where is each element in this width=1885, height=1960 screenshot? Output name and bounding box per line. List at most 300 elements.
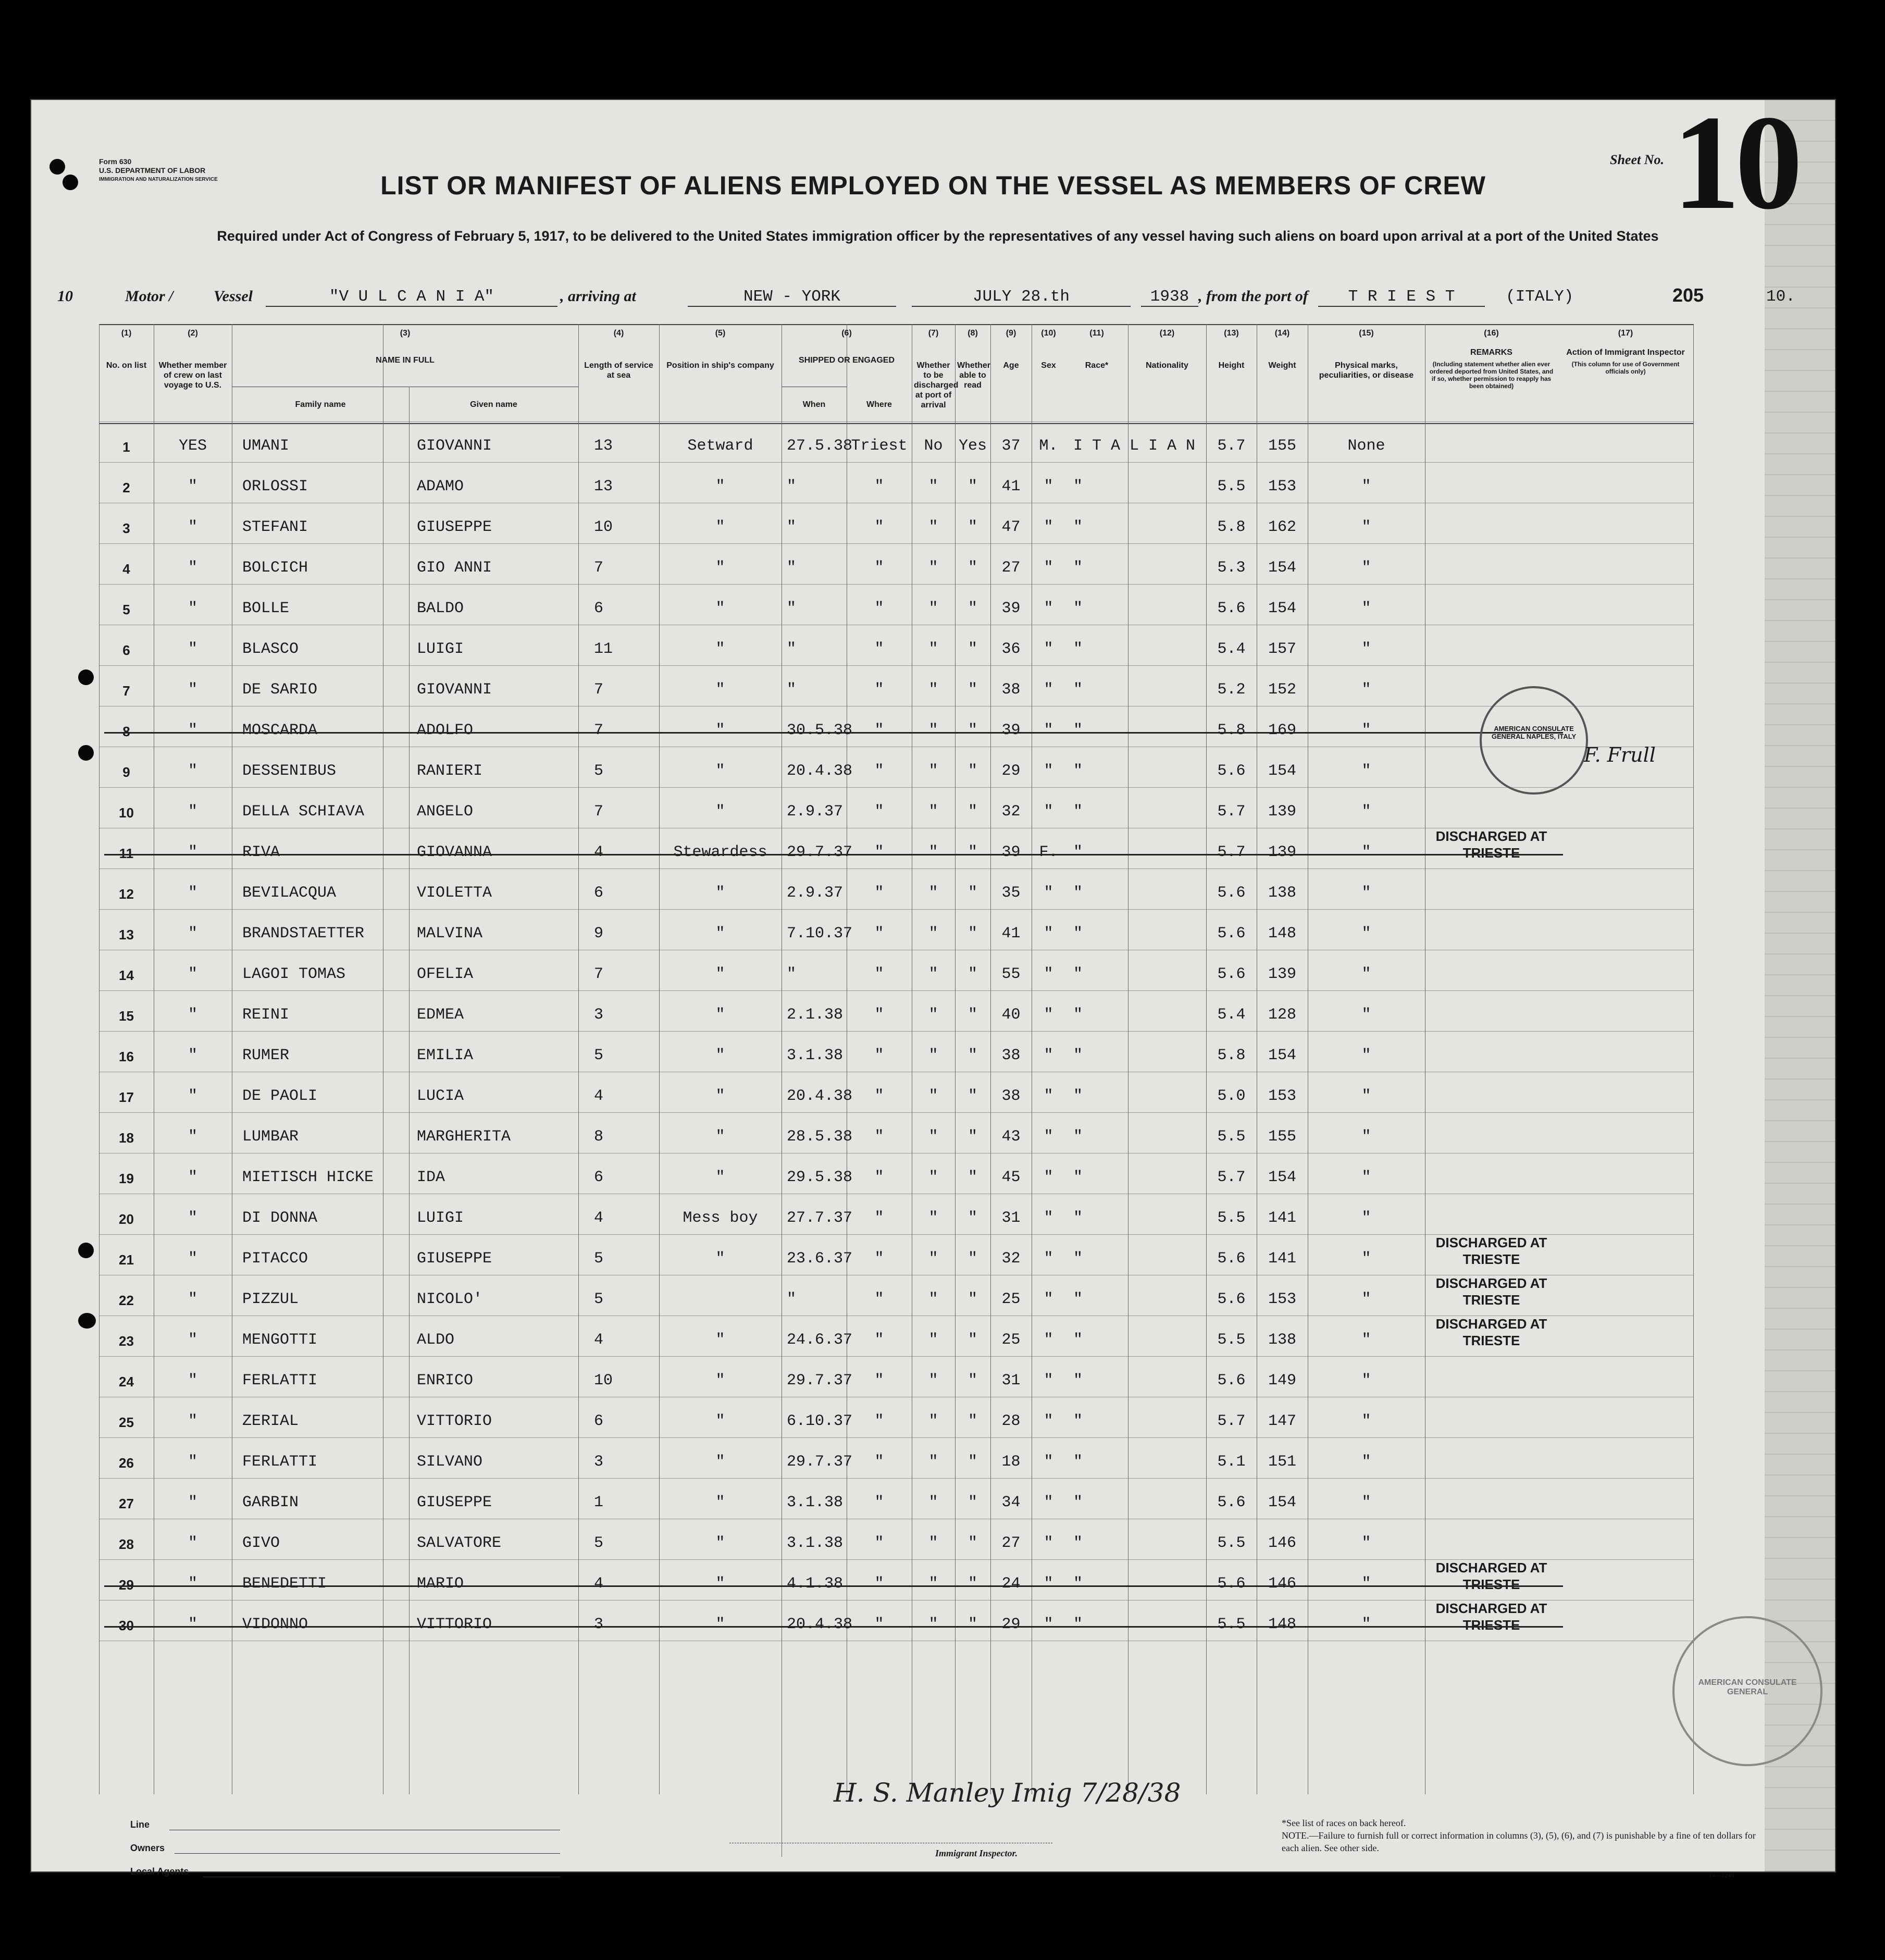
cell-where: " [874,1616,884,1633]
row-divider [99,1031,1693,1032]
cell-height: 5.8 [1217,518,1246,536]
cell-where: " [874,1169,884,1186]
row-divider [99,1437,1693,1438]
cell-marks: " [1361,681,1371,699]
cell-read: " [968,1047,977,1064]
cell-read: " [968,1412,977,1430]
row-number: 18 [119,1130,134,1146]
cell-remarks: DISCHARGED AT TRIESTE [1435,1275,1547,1308]
remarks-note: (Including statement whether alien ever ordered deported from United States, and if so, whether permission to reapply has been obtained) [1429,361,1554,390]
strikethrough-line [104,1585,1563,1587]
cell-marks: " [1361,1006,1371,1024]
cell-marks: None [1347,437,1385,455]
row-number: 27 [119,1496,134,1511]
line-label: Line [130,1819,150,1830]
cell-where: " [874,1534,884,1552]
row-number: 22 [119,1293,134,1308]
cell-race: " [1073,1331,1083,1349]
cell-weight: 155 [1268,437,1296,455]
cell-height: 5.6 [1217,1575,1246,1593]
cell-where: " [874,1494,884,1511]
cell-marks: " [1361,559,1371,577]
cell-race: I T A L I A N [1073,437,1196,455]
cell-where: " [874,559,884,577]
cell-sex: " [1044,722,1053,739]
cell-family: BENEDETTI [242,1575,327,1593]
cell-marks: " [1361,884,1371,902]
cell-marks: " [1361,1534,1371,1552]
cell-family: BOLCICH [242,559,308,577]
cell-discharged: " [928,1047,938,1064]
cell-marks: " [1361,1209,1371,1227]
cell-discharged: " [928,925,938,942]
cell-position: " [715,1494,725,1511]
cell-given: SALVATORE [417,1534,502,1552]
cell-voyage: " [188,1291,197,1308]
column-header-9: Age [1003,361,1019,370]
cell-service: 6 [594,884,604,902]
cell-race: " [1073,884,1083,902]
row-number: 15 [119,1008,134,1024]
cell-sex: " [1044,518,1053,536]
cell-given: IDA [417,1169,445,1186]
binder-hole [78,1313,96,1329]
arrival-year: 1938 [1141,288,1198,307]
cell-when: " [787,518,797,536]
cell-discharged: " [928,1412,938,1430]
cell-given: GIUSEPPE [417,1250,492,1268]
cell-service: 7 [594,803,604,821]
cell-position: " [715,1169,725,1186]
cell-weight: 148 [1268,1616,1296,1633]
owners-label: Owners [130,1843,165,1853]
fine-note: NOTE.—Failure to furnish full or correct information in columns (3), (5), (6), and (7) is punishable by a fine of ten dollars for each alien. See other side. [1282,1830,1756,1853]
cell-weight: 153 [1268,1087,1296,1105]
cell-sex: " [1044,1494,1053,1511]
column-header-10: Sex [1041,361,1056,370]
cell-family: DESSENIBUS [242,762,337,780]
from-country: (ITALY) [1506,288,1574,306]
cell-family: FERLATTI [242,1453,318,1471]
cell-weight: 154 [1268,762,1296,780]
cell-given: MALVINA [417,925,483,942]
cell-sex: M. [1039,437,1058,455]
row-number: 9 [122,764,130,780]
cell-voyage: " [188,559,197,577]
column-number: (4) [613,329,624,338]
cell-when: 28.5.38 [787,1128,853,1146]
cell-height: 5.4 [1217,640,1246,658]
cell-marks: " [1361,925,1371,942]
cell-race: " [1073,843,1083,861]
service-name: IMMIGRATION AND NATURALIZATION SERVICE [99,177,218,182]
cell-position: " [715,1412,725,1430]
cell-race: " [1073,559,1083,577]
row-number: 7 [122,683,130,699]
cell-service: 4 [594,1331,604,1349]
strikethrough-line [104,1626,1563,1628]
races-note: *See list of races on back hereof. [1282,1818,1406,1828]
row-divider [99,421,1693,422]
cell-family: RUMER [242,1047,290,1064]
given-name-header: Given name [470,400,517,409]
cell-weight: 153 [1268,1291,1296,1308]
cell-race: " [1073,1087,1083,1105]
cell-given: VITTORIO [417,1412,492,1430]
strikethrough-line [104,854,1563,855]
cell-weight: 157 [1268,640,1296,658]
cell-service: 3 [594,1616,604,1633]
cell-height: 5.6 [1217,1250,1246,1268]
cell-family: ZERIAL [242,1412,299,1430]
column-header-13: Height [1218,361,1245,370]
cell-read: " [968,1250,977,1268]
cell-where: " [874,518,884,536]
cell-service: 4 [594,1087,604,1105]
cell-voyage: " [188,1453,197,1471]
row-divider [99,462,1693,463]
cell-voyage: " [188,600,197,617]
cell-given: ANGELO [417,803,474,821]
cell-family: REINI [242,1006,290,1024]
cell-given: ENRICO [417,1372,474,1390]
attached-page-edge [1765,100,1835,1871]
column-number: (2) [188,329,198,338]
cell-discharged: " [928,884,938,902]
cell-given: GIUSEPPE [417,1494,492,1511]
cell-marks: " [1361,1087,1371,1105]
cell-voyage: " [188,1087,197,1105]
cell-position: Stewardess [673,843,767,861]
cell-where: " [874,1128,884,1146]
cell-service: 11 [594,640,613,658]
cell-discharged: " [928,722,938,739]
cell-weight: 169 [1268,722,1296,739]
cell-when: 29.5.38 [787,1169,853,1186]
cell-race: " [1073,722,1083,739]
row-number: 12 [119,886,134,902]
cell-voyage: " [188,1494,197,1511]
cell-discharged: " [928,1250,938,1268]
cell-discharged: No [924,437,943,455]
column-number: (13) [1224,329,1239,338]
column-header-12: Nationality [1146,361,1188,370]
cell-service: 9 [594,925,604,942]
cell-service: 10 [594,1372,613,1390]
column-divider [578,324,579,1794]
cell-where: " [874,600,884,617]
cell-discharged: " [928,803,938,821]
cell-marks: " [1361,1169,1371,1186]
cell-read: " [968,1291,977,1308]
cell-where: " [874,1047,884,1064]
cell-sex: " [1044,1250,1053,1268]
cell-age: 18 [1001,1453,1021,1471]
cell-weight: 139 [1268,843,1296,861]
cell-voyage: " [188,640,197,658]
cell-voyage: " [188,1047,197,1064]
cell-sex: " [1044,925,1053,942]
cell-height: 5.6 [1217,600,1246,617]
cell-sex: " [1044,1453,1053,1471]
cell-when: 29.7.37 [787,1453,853,1471]
cell-when: 3.1.38 [787,1047,844,1064]
cell-age: 27 [1001,1534,1021,1552]
cell-weight: 153 [1268,478,1296,495]
cell-service: 8 [594,1128,604,1146]
cell-service: 10 [594,518,613,536]
cell-height: 5.6 [1217,1291,1246,1308]
cell-sex: " [1044,478,1053,495]
arrival-date: JULY 28.th [912,288,1131,307]
cell-family: FERLATTI [242,1372,318,1390]
cell-read: " [968,1534,977,1552]
cell-height: 5.6 [1217,1372,1246,1390]
cell-service: 3 [594,1006,604,1024]
cell-voyage: YES [178,437,207,455]
cell-when: " [787,965,797,983]
cell-race: " [1073,1453,1083,1471]
cell-read: Yes [958,437,987,455]
cell-read: " [968,762,977,780]
left-mark: 10 [57,288,73,305]
cell-voyage: " [188,1006,197,1024]
cell-discharged: " [928,1128,938,1146]
row-number: 6 [122,642,130,658]
cell-read: " [968,1006,977,1024]
cell-family: BEVILACQUA [242,884,337,902]
cell-when: 4.1.38 [787,1575,844,1593]
consulate-stamp-top [1480,686,1588,795]
cell-family: UMANI [242,437,290,455]
binder-hole [78,1243,94,1258]
row-divider [99,909,1693,910]
cell-read: " [968,843,977,861]
cell-position: " [715,1250,725,1268]
cell-race: " [1073,1616,1083,1633]
cell-age: 28 [1001,1412,1021,1430]
cell-service: 7 [594,722,604,739]
column-number: (6) [841,329,852,338]
cell-read: " [968,640,977,658]
cell-weight: 154 [1268,600,1296,617]
cell-service: 13 [594,478,613,495]
cell-height: 5.5 [1217,478,1246,495]
cell-when: 7.10.37 [787,925,853,942]
cell-age: 29 [1001,762,1021,780]
cell-where: " [874,1209,884,1227]
cell-read: " [968,925,977,942]
cell-service: 4 [594,1575,604,1593]
cell-race: " [1073,681,1083,699]
cell-height: 5.3 [1217,559,1246,577]
cell-marks: " [1361,1494,1371,1511]
cell-weight: 151 [1268,1453,1296,1471]
strikethrough-line [104,732,1563,734]
row-number: 25 [119,1415,134,1430]
cell-discharged: " [928,965,938,983]
sheet-label: Sheet No. [1610,152,1664,167]
cell-position: " [715,803,725,821]
cell-age: 45 [1001,1169,1021,1186]
cell-sex: " [1044,1006,1053,1024]
cell-read: " [968,1169,977,1186]
cell-when: 23.6.37 [787,1250,853,1268]
row-number: 19 [119,1171,134,1186]
cell-sex: " [1044,559,1053,577]
cell-weight: 138 [1268,884,1296,902]
manifest-sheet [30,88,1836,1879]
cell-position: " [715,1372,725,1390]
vessel-line [57,284,1818,314]
cell-age: 43 [1001,1128,1021,1146]
column-header-3: NAME IN FULL [376,356,435,365]
cell-given: GIOVANNA [417,843,492,861]
inspector-signature: H. S. Manley Imig 7/28/38 [834,1778,1181,1808]
cell-age: 38 [1001,1087,1021,1105]
cell-discharged: " [928,1006,938,1024]
cell-read: " [968,518,977,536]
row-number: 11 [119,846,134,861]
cell-remarks: DISCHARGED AT TRIESTE [1435,1235,1547,1267]
cell-where: " [874,843,884,861]
row-number: 10 [119,805,134,821]
from-label: , from the port of [1198,288,1308,305]
cell-age: 39 [1001,722,1021,739]
cell-family: LAGOI TOMAS [242,965,346,983]
cell-marks: " [1361,1372,1371,1390]
row-number: 16 [119,1049,134,1064]
consulate-stamp-top-text: AMERICAN CONSULATE GENERAL NAPLES, ITALY [1491,725,1577,740]
cell-given: ADAMO [417,478,464,495]
cell-discharged: " [928,478,938,495]
cell-where: " [874,1412,884,1430]
cell-discharged: " [928,1616,938,1633]
cell-when: 6.10.37 [787,1412,853,1430]
cell-read: " [968,1331,977,1349]
cell-discharged: " [928,762,938,780]
cell-age: 39 [1001,843,1021,861]
cell-read: " [968,1372,977,1390]
cell-discharged: " [928,1209,938,1227]
cell-family: BOLLE [242,600,290,617]
cell-marks: " [1361,1575,1371,1593]
cell-voyage: " [188,1331,197,1349]
cell-when: " [787,681,797,699]
row-number: 28 [119,1536,134,1552]
row-number: 26 [119,1455,134,1471]
cell-where: Triest [851,437,908,455]
cell-service: 5 [594,762,604,780]
cell-voyage: " [188,843,197,861]
cell-sex: " [1044,1087,1053,1105]
cell-given: GIO ANNI [417,559,492,577]
cell-family: GIVO [242,1534,280,1552]
cell-where: " [874,1006,884,1024]
cell-position: Mess boy [683,1209,758,1227]
print-code: 14—1240 [1709,1871,1734,1879]
row-number: 1 [122,439,130,455]
cell-weight: 154 [1268,1169,1296,1186]
family-name-header: Family name [295,400,346,409]
cell-weight: 138 [1268,1331,1296,1349]
cell-given: GIUSEPPE [417,518,492,536]
cell-when: 2.9.37 [787,803,844,821]
cell-given: OFELIA [417,965,474,983]
column-header-4: Length of service at sea [584,361,653,380]
cell-when: 30.5.38 [787,722,853,739]
cell-given: GIOVANNI [417,437,492,455]
cell-age: 55 [1001,965,1021,983]
column-header-2: Whether member of crew on last voyage to U.S. [158,361,227,390]
cell-marks: " [1361,518,1371,536]
cell-age: 38 [1001,1047,1021,1064]
cell-discharged: " [928,1372,938,1390]
row-divider [99,1478,1693,1479]
cell-discharged: " [928,1534,938,1552]
cell-sex: " [1044,1169,1053,1186]
local-agents-label: Local Agents [130,1866,189,1877]
cell-discharged: " [928,1575,938,1593]
cell-position: " [715,1616,725,1633]
row-divider [99,787,1693,788]
cell-age: 25 [1001,1331,1021,1349]
column-number: (10) [1041,329,1056,338]
binder-hole [49,159,65,175]
cell-service: 5 [594,1047,604,1064]
cell-when: " [787,559,797,577]
cell-voyage: " [188,1534,197,1552]
cell-marks: " [1361,1616,1371,1633]
cell-read: " [968,559,977,577]
cell-family: RIVA [242,843,280,861]
cell-voyage: " [188,884,197,902]
cell-given: RANIERI [417,762,483,780]
cell-marks: " [1361,762,1371,780]
row-divider [99,584,1693,585]
cell-position: " [715,965,725,983]
cell-family: ORLOSSI [242,478,308,495]
cell-sex: " [1044,1616,1053,1633]
cell-sex: " [1044,803,1053,821]
cell-voyage: " [188,1128,197,1146]
cell-weight: 154 [1268,1047,1296,1064]
cell-service: 6 [594,1412,604,1430]
cell-voyage: " [188,1616,197,1633]
row-number: 21 [119,1252,134,1268]
cell-position: " [715,1534,725,1552]
cell-position: " [715,1331,725,1349]
cell-marks: " [1361,843,1371,861]
from-port: T R I E S T [1318,288,1485,307]
row-number: 29 [119,1577,134,1593]
cell-service: 3 [594,1453,604,1471]
column-header-14: Weight [1268,361,1296,370]
cell-family: BLASCO [242,640,299,658]
cell-read: " [968,1209,977,1227]
cell-given: LUIGI [417,640,464,658]
column-header-16: REMARKS [1470,348,1512,357]
cell-voyage: " [188,1372,197,1390]
cell-voyage: " [188,681,197,699]
cell-given: GIOVANNI [417,681,492,699]
cell-discharged: " [928,1169,938,1186]
row-divider [99,665,1693,666]
inspector-label: Immigrant Inspector. [935,1848,1018,1858]
cell-height: 5.6 [1217,925,1246,942]
cell-family: STEFANI [242,518,308,536]
cell-marks: " [1361,1331,1371,1349]
